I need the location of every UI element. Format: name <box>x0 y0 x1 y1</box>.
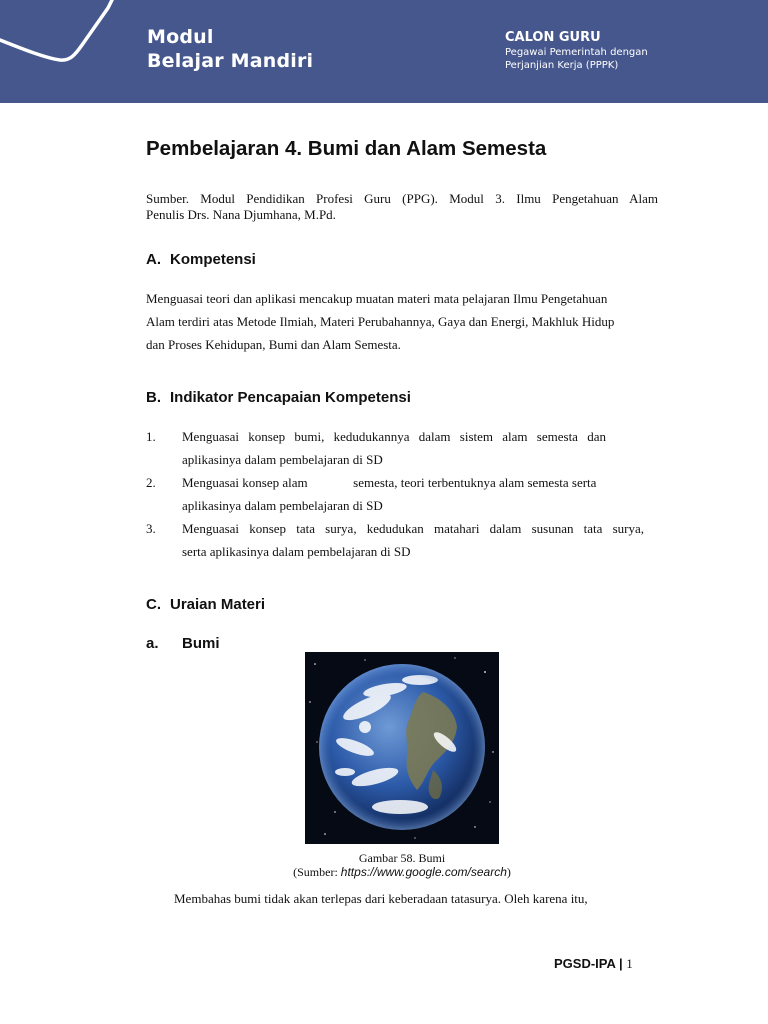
brand-line-2: Belajar Mandiri <box>147 50 314 72</box>
source-line-1: Sumber. Modul Pendidikan Profesi Guru (PPG). Modul 3. Ilmu Pengetahuan Alam <box>146 191 658 206</box>
list-text-line: Menguasai konsep tata surya, kedudukan matahari dalam susunan tata surya, <box>182 521 644 536</box>
page-title: Pembelajaran 4. Bumi dan Alam Semesta <box>146 137 547 160</box>
subsection-heading <box>146 635 220 652</box>
target-title: CALON GURU <box>505 30 601 45</box>
figure-source-url: https://www.google.com/search <box>340 865 507 879</box>
section-b-letter: B. <box>146 389 161 406</box>
section-a-heading <box>146 251 256 268</box>
paragraph-line: Alam terdiri atas Metode Ilmiah, Materi Perubahannya, Gaya dan Energi, Makhluk Hidup <box>146 314 615 329</box>
earth-globe-icon <box>305 652 499 844</box>
footer-label: PGSD-IPA <box>554 956 616 971</box>
target-subtitle-2: Perjanjian Kerja (PPPK) <box>505 60 619 71</box>
list-text-line: Menguasai konsep bumi, kedudukannya dalam sistem alam semesta dan <box>182 429 606 444</box>
section-c-title: Uraian Materi <box>170 596 266 613</box>
brand-line-1: Modul <box>147 26 214 48</box>
section-a-paragraph <box>146 287 658 356</box>
decorative-curve-icon <box>0 0 140 103</box>
paragraph-line: dan Proses Kehidupan, Bumi dan Alam Semesta. <box>146 337 401 352</box>
section-a-title: Kompetensi <box>170 251 256 268</box>
section-a-letter: A. <box>146 251 161 268</box>
list-text-line: aplikasinya dalam pembelajaran di SD <box>182 498 383 513</box>
source-line-2: Penulis Drs. Nana Djumhana, M.Pd. <box>146 206 336 222</box>
list-text-line: Menguasai konsep alam semesta, teori terbentuknya alam semesta serta <box>182 475 597 490</box>
list-number: 3. <box>146 521 156 536</box>
earth-image <box>305 652 499 844</box>
subsection-letter: a. <box>146 635 159 652</box>
list-number: 1. <box>146 429 156 444</box>
paragraph-line: Menguasai teori dan aplikasi mencakup muatan materi mata pelajaran Ilmu Pengetahuan <box>146 291 608 306</box>
figure-caption: Gambar 58. Bumi <box>358 851 446 865</box>
figure-source <box>200 865 604 880</box>
body-paragraph <box>174 887 588 910</box>
target-subtitle-1: Pegawai Pemerintah dengan <box>505 47 648 58</box>
list-text-line: serta aplikasinya dalam pembelajaran di SD <box>182 544 411 559</box>
section-b-title: Indikator Pencapaian Kompetensi <box>170 389 411 406</box>
section-c-letter: C. <box>146 596 161 613</box>
source-note <box>146 191 658 222</box>
page-number: 1 <box>626 956 633 971</box>
paragraph-line: Membahas bumi tidak akan terlepas dari keberadaan tatasurya. Oleh karena itu, <box>174 891 588 906</box>
list-number: 2. <box>146 475 156 490</box>
target-audience <box>505 30 648 72</box>
figure-source-suffix: ) <box>506 865 511 879</box>
list-text-line: aplikasinya dalam pembelajaran di SD <box>182 452 383 467</box>
footer-separator: | <box>615 956 627 971</box>
header-banner <box>0 0 768 103</box>
brand-logo-text <box>147 25 313 73</box>
figure-source-prefix: (Sumber: <box>293 865 341 879</box>
section-c-heading <box>146 596 265 613</box>
section-b-heading <box>146 389 411 406</box>
subsection-title: Bumi <box>182 635 220 652</box>
page-footer <box>554 956 633 972</box>
